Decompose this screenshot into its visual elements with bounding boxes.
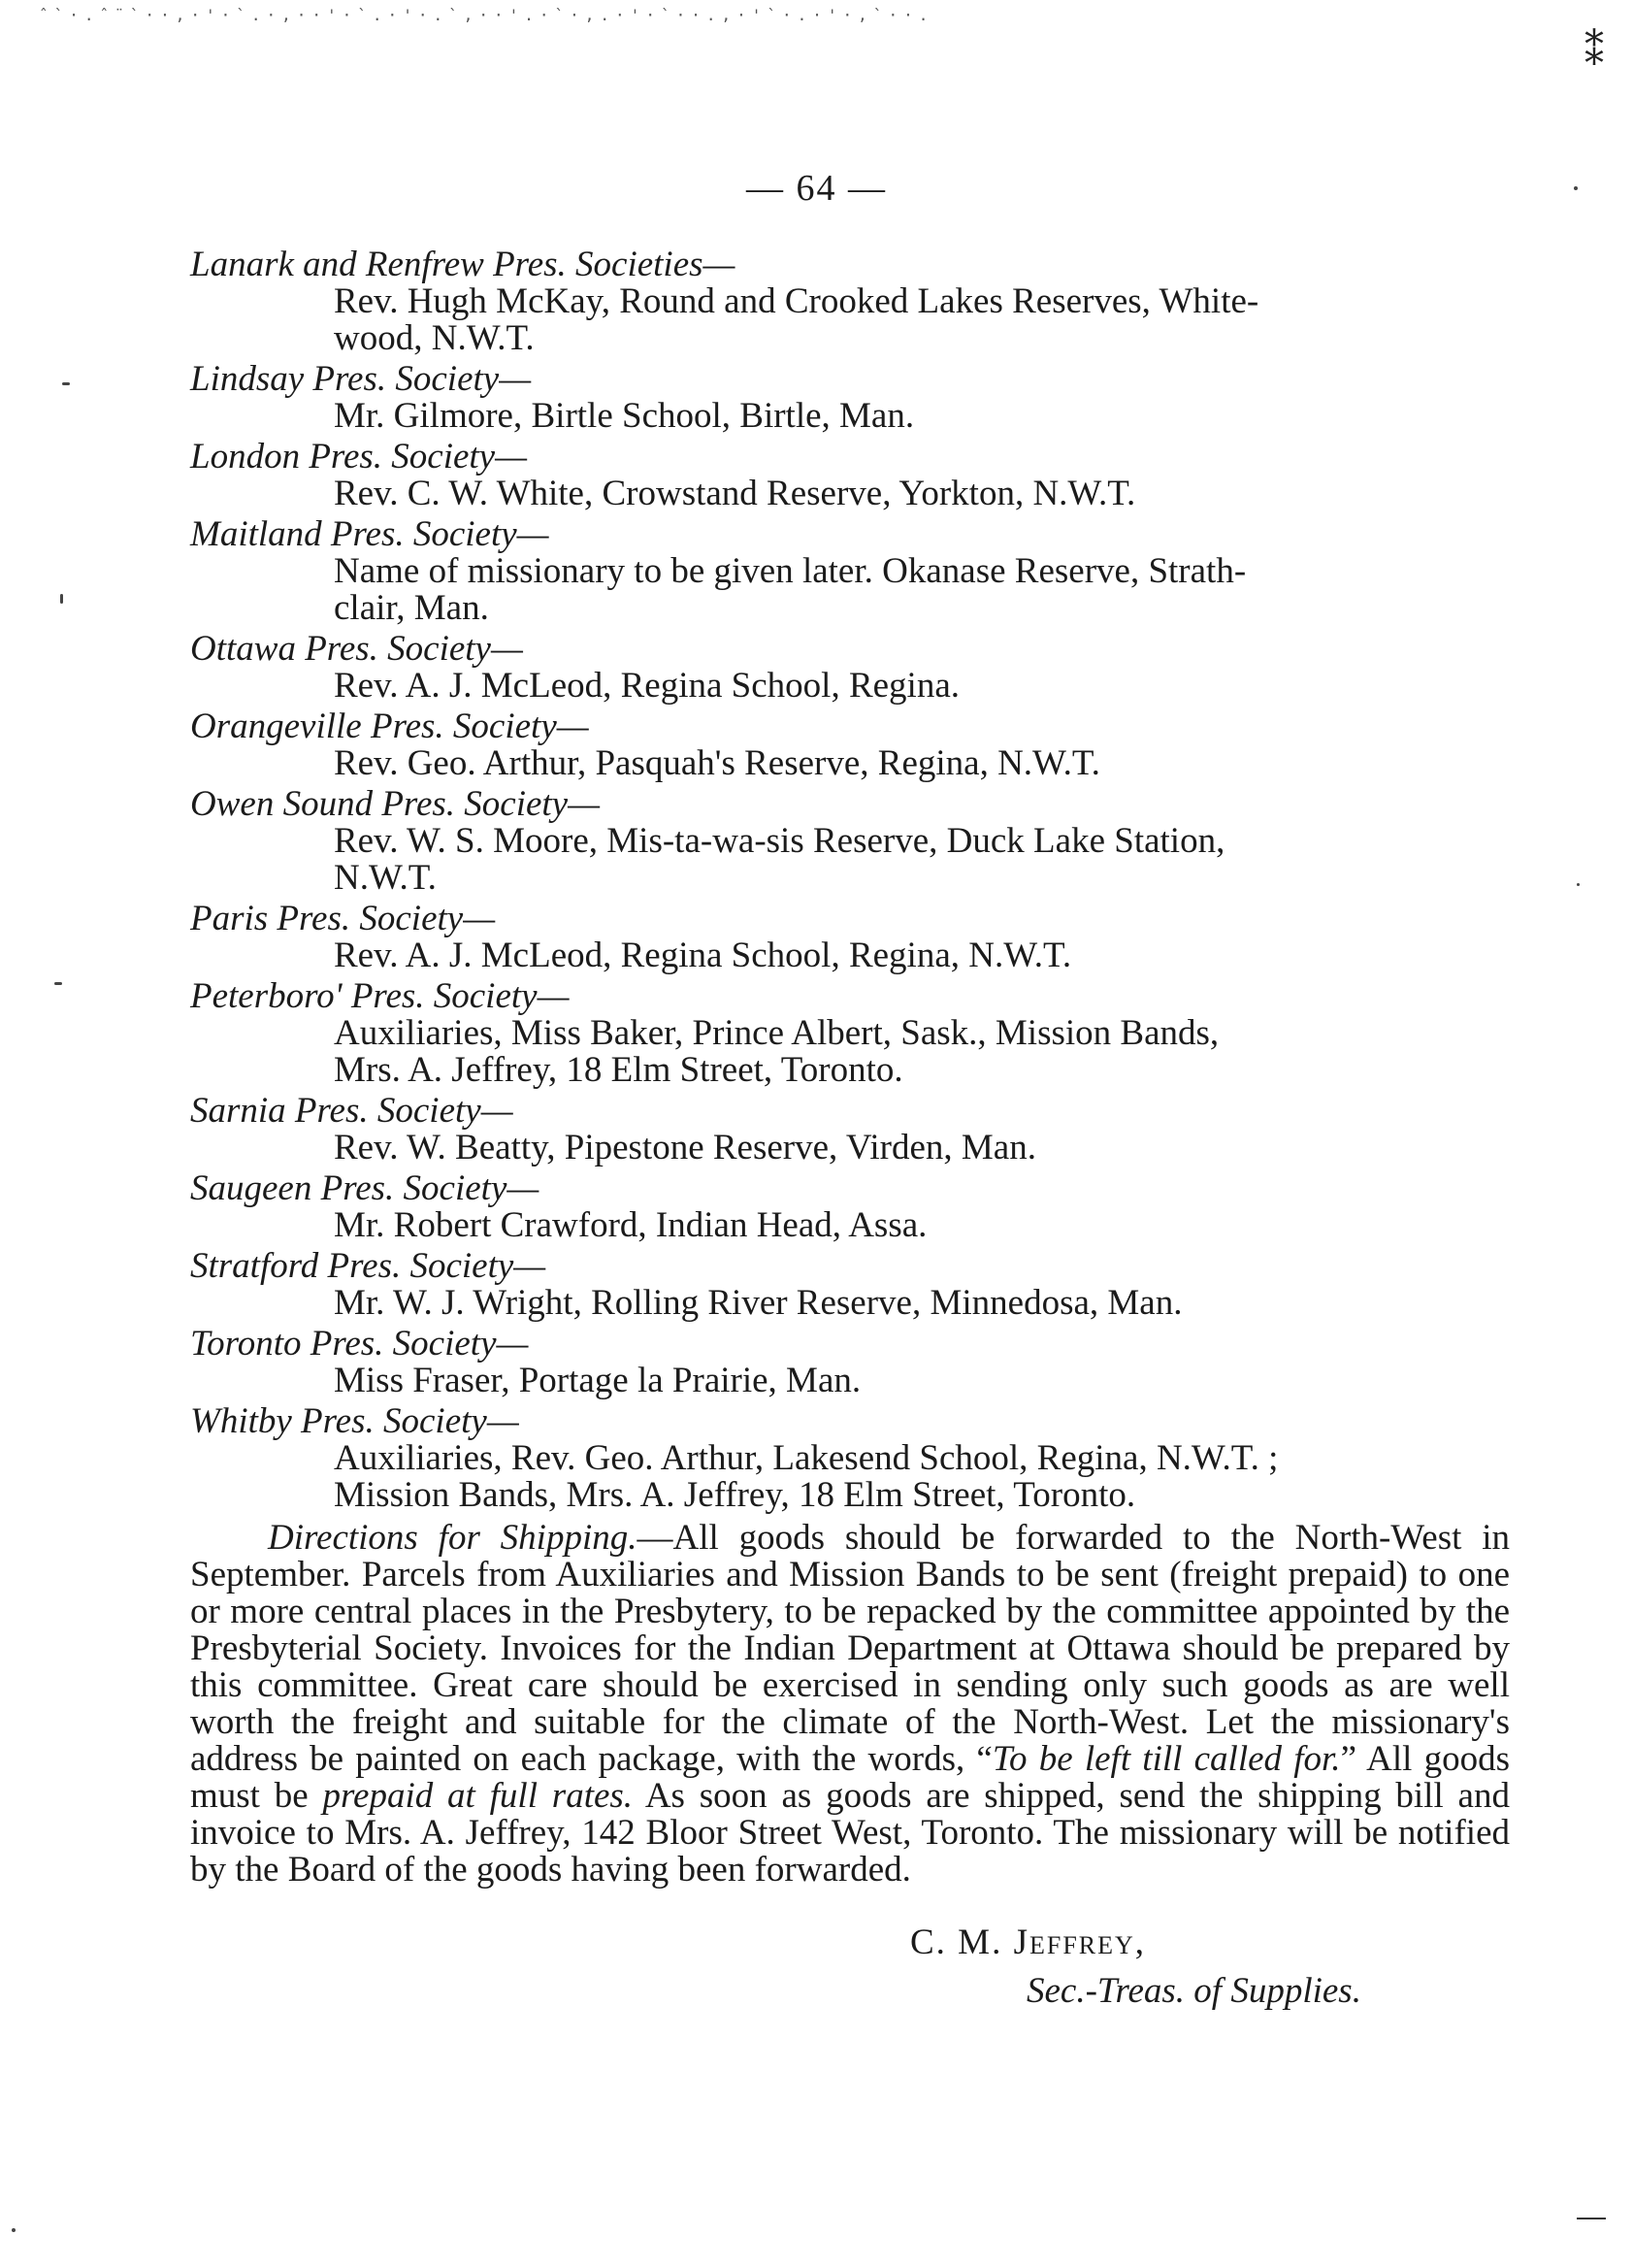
directions-heading: Directions for Shipping. bbox=[268, 1518, 637, 1558]
entry-line: Auxiliaries, Rev. Geo. Arthur, Lakesend School, Regina, N.W.T. ; bbox=[334, 1438, 1279, 1478]
scan-rule bbox=[1577, 2218, 1606, 2219]
entry-line: Name of missionary to be given later. Okanase Reserve, Strath- bbox=[334, 551, 1247, 591]
society-heading: Whitby Pres. Society— bbox=[190, 1401, 519, 1441]
entry-line: Rev. A. J. McLeod, Regina School, Regina, N.W.T. bbox=[334, 936, 1072, 975]
society-heading: Sarnia Pres. Society— bbox=[190, 1091, 513, 1131]
entry-line: Rev. Hugh McKay, Round and Crooked Lakes Reserves, White- bbox=[334, 281, 1259, 321]
society-heading: Lindsay Pres. Society— bbox=[190, 359, 532, 399]
signature-surname: Jeffrey, bbox=[1013, 1923, 1147, 1962]
entry-line: wood, N.W.T. bbox=[334, 318, 535, 358]
society-heading: Paris Pres. Society— bbox=[190, 899, 496, 938]
page-number: — 64 — bbox=[746, 168, 887, 209]
entry-line: Mr. Gilmore, Birtle School, Birtle, Man. bbox=[334, 396, 915, 436]
entry-line: N.W.T. bbox=[334, 858, 437, 898]
margin-speck bbox=[12, 2228, 16, 2232]
society-heading: London Pres. Society— bbox=[190, 437, 528, 477]
shipping-directions bbox=[190, 1520, 1510, 1889]
society-heading: Peterboro' Pres. Society— bbox=[190, 976, 570, 1016]
entry-line: Rev. W. S. Moore, Mis-ta-wa-sis Reserve, Duck Lake Station, bbox=[334, 821, 1225, 861]
society-heading: Maitland Pres. Society— bbox=[190, 514, 549, 554]
directions-quote: To be left till called for. bbox=[992, 1739, 1341, 1779]
directions-body: —All goods should be forwarded to the North-West in September. Parcels from Auxiliaries and Mission Bands to be sent (freight prepaid) to one or more central places in the Presbytery, to be repacked by the committee appointed by the Presbyterial Society. Invoices for the Indian Department at Ottawa should be prepared by this committee. Great care should be exercised in sending only such goods as are well worth the freight and suitable for the climate of the North-West. Let the missionary's address be painted on each package, with the words, “ bbox=[190, 1518, 1510, 1779]
society-heading: Stratford Pres. Society— bbox=[190, 1246, 546, 1286]
society-heading: Ottawa Pres. Society— bbox=[190, 629, 523, 669]
signature-title: Sec.-Treas. of Supplies. bbox=[1027, 1971, 1361, 2011]
entry-line: Mrs. A. Jeffrey, 18 Elm Street, Toronto. bbox=[334, 1050, 903, 1090]
entry-line: clair, Man. bbox=[334, 588, 489, 628]
society-heading: Saugeen Pres. Society— bbox=[190, 1168, 539, 1208]
margin-speck bbox=[54, 982, 62, 985]
society-heading: Lanark and Renfrew Pres. Societies— bbox=[190, 245, 735, 284]
society-entries bbox=[190, 247, 1510, 1514]
directions-emphasis: prepaid at full rates. bbox=[322, 1776, 634, 1816]
scan-noise: ˆ`·.ˆ¨`··,·'·`.·,··'·`.·'·.`,··'.·`·,.·'·`··.,·'`·.·'·,`··. bbox=[39, 6, 934, 24]
scan-mark: ⁑ bbox=[1584, 30, 1604, 74]
directions-body-2: ” All goods must be bbox=[190, 1739, 1511, 1816]
entry-line: Rev. A. J. McLeod, Regina School, Regina. bbox=[334, 666, 961, 706]
signature-initials: C. M. bbox=[910, 1923, 1014, 1962]
margin-speck bbox=[1577, 883, 1580, 886]
society-heading: Toronto Pres. Society— bbox=[190, 1324, 529, 1364]
entry-line: Mr. W. J. Wright, Rolling River Reserve, Minnedosa, Man. bbox=[334, 1283, 1183, 1323]
entry-line: Miss Fraser, Portage la Prairie, Man. bbox=[334, 1361, 862, 1400]
margin-speck bbox=[60, 594, 63, 604]
entry-line: Mr. Robert Crawford, Indian Head, Assa. bbox=[334, 1205, 928, 1245]
entry-line: Rev. Geo. Arthur, Pasquah's Reserve, Regina, N.W.T. bbox=[334, 743, 1100, 783]
entry-line: Rev. C. W. White, Crowstand Reserve, Yorkton, N.W.T. bbox=[334, 474, 1136, 513]
entry-line: Rev. W. Beatty, Pipestone Reserve, Virden, Man. bbox=[334, 1128, 1036, 1167]
society-heading: Orangeville Pres. Society— bbox=[190, 707, 589, 746]
society-heading: Owen Sound Pres. Society— bbox=[190, 784, 600, 824]
supply-list bbox=[190, 243, 1510, 2010]
signature bbox=[190, 1924, 1510, 1961]
directions-body-3: As soon as goods are shipped, send the shipping bill and invoice to Mrs. A. Jeffrey, 142 Bloor Street West, Toronto. The missionary will be notified by the Board of the goods having been forwarded. bbox=[190, 1776, 1510, 1890]
margin-speck bbox=[62, 382, 70, 385]
entry-line: Mission Bands, Mrs. A. Jeffrey, 18 Elm Street, Toronto. bbox=[334, 1475, 1136, 1515]
entry-line: Auxiliaries, Miss Baker, Prince Albert, Sask., Mission Bands, bbox=[334, 1013, 1220, 1053]
